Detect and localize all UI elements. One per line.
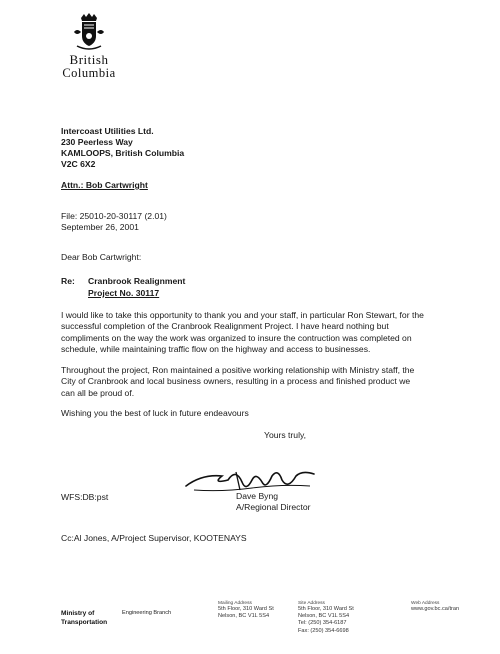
site-label: Site Address bbox=[298, 601, 325, 606]
file-reference: File: 25010-20-30117 (2.01) bbox=[61, 211, 167, 221]
paragraph-line: Throughout the project, Ron maintained a positive working relationship with Ministry staff, the bbox=[61, 365, 415, 375]
paragraph-line: compliments on the way the work was organized to insure the contruction was completed on bbox=[61, 332, 412, 343]
mailing-label: Mailing Address bbox=[218, 601, 252, 606]
paragraph-line: City of Cranbrook and local business owners, resulting in a process and finished product we bbox=[61, 376, 411, 387]
logo-wordmark-line2: Columbia bbox=[62, 66, 116, 80]
attention-line: Attn.: Bob Cartwright bbox=[61, 180, 148, 190]
ministry-line2: Transportation bbox=[61, 618, 108, 626]
paragraph-line: schedule, while maintaining traffic flow on the highway and access to businesses. bbox=[61, 344, 371, 355]
paragraph-line: Wishing you the best of luck in future endeavours bbox=[61, 408, 249, 418]
closing: Yours truly, bbox=[264, 430, 307, 440]
fax: Fax: (250) 354-6698 bbox=[298, 627, 349, 634]
footer-branch: Engineering Branch bbox=[122, 610, 172, 616]
signer-name: Dave Byng bbox=[236, 491, 279, 501]
body-paragraph-2 bbox=[61, 365, 456, 399]
web-link[interactable]: www.gov.bc.ca/tran bbox=[411, 606, 460, 612]
recipient-street: 230 Peerless Way bbox=[61, 137, 133, 147]
ministry-line1: Ministry of bbox=[61, 610, 95, 617]
footer-ministry bbox=[61, 610, 107, 627]
mailing-line2: Nelson, BC V1L 5S4 bbox=[218, 613, 270, 620]
logo-wordmark-line1: British bbox=[69, 52, 109, 67]
recipient-city: KAMLOOPS, British Columbia bbox=[61, 148, 185, 158]
recipient-postal: V2C 6X2 bbox=[61, 159, 96, 169]
site-line1: 5th Floor, 310 Ward St bbox=[298, 606, 354, 612]
recipient-company: Intercoast Utilities Ltd. bbox=[61, 126, 154, 136]
subject-line2: Project No. 30117 bbox=[88, 288, 160, 298]
subject-line1: Cranbrook Realignment bbox=[88, 276, 186, 286]
site-line2: Nelson, BC V1L 5S4 bbox=[298, 613, 350, 620]
footer-mailing-address bbox=[218, 601, 274, 620]
subject-label: Re: bbox=[61, 276, 75, 286]
mailing-line1: 5th Floor, 310 Ward St bbox=[218, 606, 274, 612]
paragraph-line: I would like to take this opportunity to thank you and your staff, in particular Ron Stewart, for the bbox=[61, 310, 424, 320]
letter-date: September 26, 2001 bbox=[61, 222, 139, 232]
carbon-copy-line: Cc:Al Jones, A/Project Supervisor, KOOTENAYS bbox=[61, 533, 247, 543]
body-paragraph-1 bbox=[61, 310, 456, 356]
salutation: Dear Bob Cartwright: bbox=[61, 252, 142, 262]
typist-initials: WFS:DB:pst bbox=[61, 492, 109, 502]
body-paragraph-3 bbox=[61, 408, 456, 419]
paragraph-line: successful completion of the Cranbrook Realignment Project. I have heard nothing but bbox=[61, 321, 389, 332]
footer-web-address bbox=[411, 601, 459, 613]
web-label: Web Address bbox=[411, 601, 440, 606]
paragraph-line: can all be proud of. bbox=[61, 387, 135, 398]
footer-site-address bbox=[298, 601, 354, 635]
telephone: Tel: (250) 354-6187 bbox=[298, 620, 347, 627]
signer-title: A/Regional Director bbox=[236, 502, 311, 512]
